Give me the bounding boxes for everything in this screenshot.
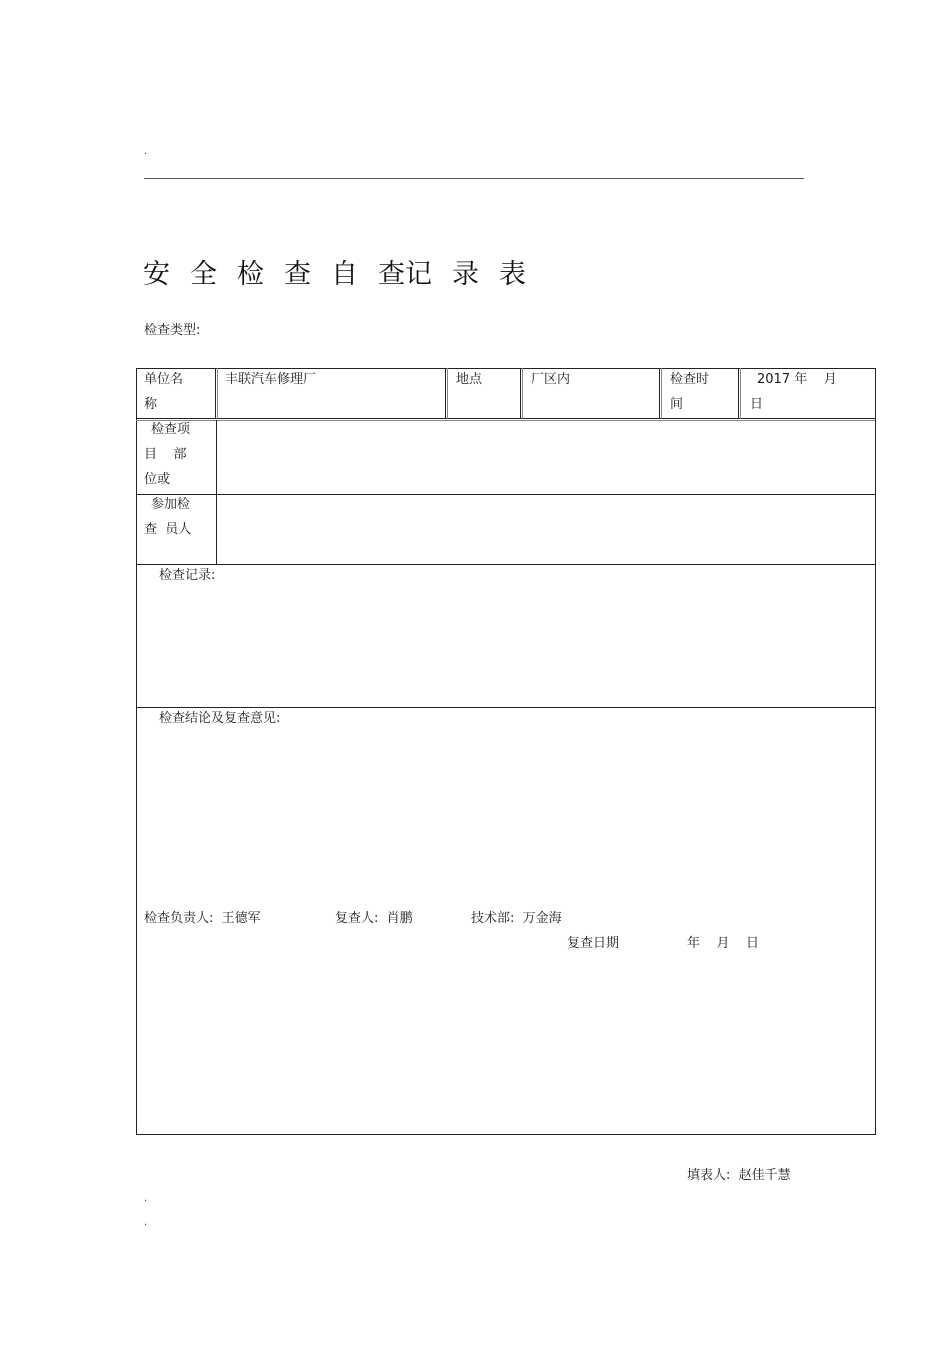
location-value: 厂区内: [531, 372, 571, 387]
inspection-time-label: 检查时 间: [670, 372, 710, 412]
title-char: 查: [284, 259, 311, 290]
inspection-record-label: 检查记录:: [159, 568, 216, 583]
filled-by: 填表人: 赵佳千慧: [687, 1168, 791, 1183]
title-char: 查记: [378, 259, 432, 290]
location-label: 地点: [456, 372, 483, 387]
page-title: [143, 252, 526, 291]
footer-dot: .: [144, 1217, 148, 1228]
inspection-time-value: 2017 年 月 日: [750, 372, 837, 412]
title-char: 录: [452, 259, 479, 290]
footer-dot: .: [144, 1193, 148, 1204]
title-char: 自: [331, 259, 358, 290]
review-date-value: 年 月 日: [687, 936, 760, 951]
conclusion-label: 检查结论及复查意见:: [159, 711, 281, 726]
reviewer: 复查人: 肖鹏: [335, 911, 413, 926]
unit-name-value: 丰联汽车修理厂: [225, 372, 317, 387]
unit-name-label: 单位名 称: [144, 372, 184, 412]
responsible-person: 检查负责人: 王德军: [144, 911, 261, 926]
participants-label: 参加检 查 员人: [144, 497, 192, 537]
review-date-label: 复查日期: [567, 936, 620, 951]
technical-department: 技术部: 万金海: [471, 911, 562, 926]
title-char: 全: [190, 259, 217, 290]
header-dot: .: [144, 146, 148, 157]
title-char: 检: [237, 259, 264, 290]
header-rule: [144, 178, 804, 179]
inspection-item-label: 检查项 目 部 位或: [144, 422, 191, 487]
check-type-label: 检查类型:: [144, 323, 201, 338]
title-char: 安: [143, 259, 170, 290]
title-char: 表: [499, 259, 526, 290]
